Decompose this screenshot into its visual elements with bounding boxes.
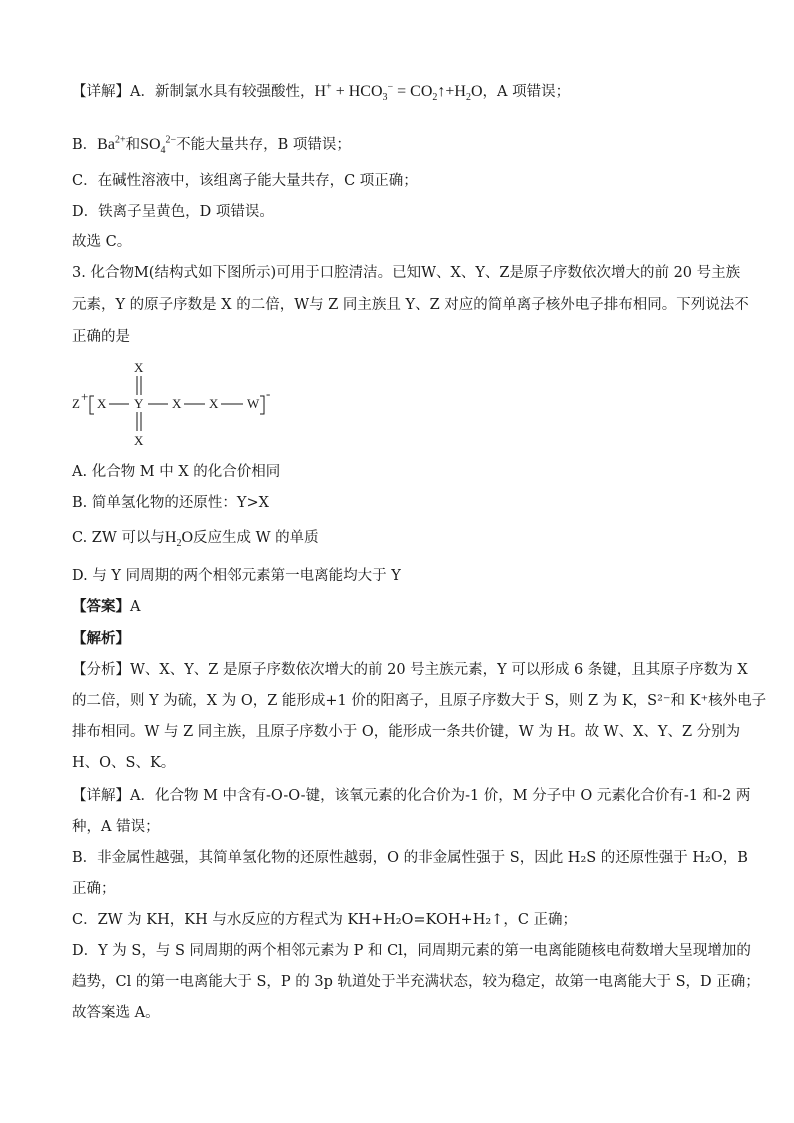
option-b: B. 简单氢化物的还原性：Y>X	[72, 495, 269, 511]
atom-x-right: X	[209, 396, 219, 411]
fenxi-line-4: H、O、S、K。	[72, 755, 176, 771]
atom-x-top: X	[134, 360, 144, 375]
line-b-prefix: B．	[72, 137, 98, 153]
detail2-line-7: 趋势，Cl 的第一电离能大于 S，P 的 3p 轨道处于半充满状态，较为稳定，故第一电离能大于 S，D 正确；	[72, 974, 760, 990]
fenxi-line-1: 【分析】W、X、Y、Z 是原子序数依次增大的前 20 号主族元素，Y 可以形成 6 条键，且其原子序数为 X	[72, 662, 748, 678]
line-b-mid: 和	[125, 137, 141, 153]
cation-symbol: Z	[72, 396, 80, 411]
detail2-line-6: D．Y 为 S，与 S 同周期的两个相邻元素为 P 和 Cl，同周期元素的第一电离能随核电荷数增大呈现增加的	[72, 943, 751, 959]
fenxi-line-2: 的二倍，则 Y 为硫，X 为 O，Z 能形成+1 价的阳离子，且原子序数大于 S，则 Z 为 K，S²⁻和 K⁺核外电子	[72, 693, 767, 709]
structural-formula	[72, 360, 292, 452]
ion-ba: $Ba^{2+}$	[97, 134, 126, 153]
atom-x-mid: X	[172, 396, 182, 411]
answer-line	[72, 597, 724, 617]
detail-text: A．新制氯水具有较强酸性，	[130, 84, 315, 100]
fenxi-line-3: 排布相同。W 与 Z 同主族，且原子序数小于 O，能形成一条共价键，W 为 H。故 W、X、Y、Z 分别为	[72, 724, 741, 740]
detail-tag: 【详解】	[72, 84, 130, 100]
detail2-line-1: 【详解】A．化合物 M 中含有-O-O-键，该氧元素的化合价为-1 价，M 分子中 O 元素化合价有-1 和-2 两	[72, 788, 751, 804]
choose-c: 故选 C。	[72, 234, 132, 250]
option-d: D. 与 Y 同周期的两个相邻元素第一电离能均大于 Y	[72, 568, 401, 584]
right-bracket	[260, 396, 264, 414]
ion-so4: $SO_4^{2-}$	[140, 134, 177, 157]
cation-charge: +	[81, 389, 89, 404]
option-c	[72, 528, 724, 548]
detail2-line-4: 正确；	[72, 881, 116, 897]
formula-h2o: $H_2O$	[164, 529, 194, 550]
option-c-post: 反应生成 W 的单质	[193, 530, 319, 546]
detail2-line-5: C．ZW 为 KH，KH 与水反应的方程式为 KH+H₂O=KOH+H₂↑，C 正确；	[72, 912, 578, 928]
atom-y: Y	[134, 396, 144, 411]
analysis-tag: 【解析】	[72, 630, 130, 647]
q3-line-2: 元素，Y 的原子序数是 X 的二倍，W与 Z 同主族且 Y、Z 对应的简单离子核外电子排布相同。下列说法不	[72, 297, 749, 313]
answer-value: A	[130, 599, 141, 615]
option-a: A. 化合物 M 中 X 的化合价相同	[72, 464, 281, 480]
answer-tag: 【答案】	[72, 598, 130, 615]
q3-line-3: 正确的是	[72, 329, 130, 345]
line-b-top	[72, 135, 724, 155]
detail2-line-3: B．非金属性越强，其简单氢化物的还原性越弱，O 的非金属性强于 S，因此 H₂S 的还原性强于 H₂O，B	[72, 850, 748, 866]
detail-line-a	[72, 82, 724, 102]
anion-charge: -	[266, 386, 271, 401]
line-d-top: D．铁离子呈黄色，D 项错误。	[72, 204, 274, 220]
atom-w: W	[247, 396, 260, 411]
option-c-pre: C. ZW 可以与	[72, 530, 165, 546]
equation-h-hco3: $H^+ + HCO_3^-$ = $CO_2↑+H_2O$	[314, 81, 483, 104]
left-bracket	[90, 396, 94, 414]
detail2-line-8: 故答案选 A。	[72, 1005, 160, 1021]
line-c-top: C．在碱性溶液中，该组离子能大量共存，C 项正确；	[72, 173, 418, 189]
q3-line-1: 3. 化合物M(结构式如下图所示)可用于口腔清洁。已知W、X、Y、Z是原子序数依次增大的前 20 号主族	[72, 265, 741, 281]
detail-end: ，A 项错误；	[482, 84, 571, 100]
detail2-line-2: 种，A 错误；	[72, 819, 160, 835]
line-b-suffix: 不能大量共存，B 项错误；	[176, 137, 351, 153]
atom-x-left: X	[97, 396, 107, 411]
atom-x-bottom: X	[134, 433, 144, 448]
